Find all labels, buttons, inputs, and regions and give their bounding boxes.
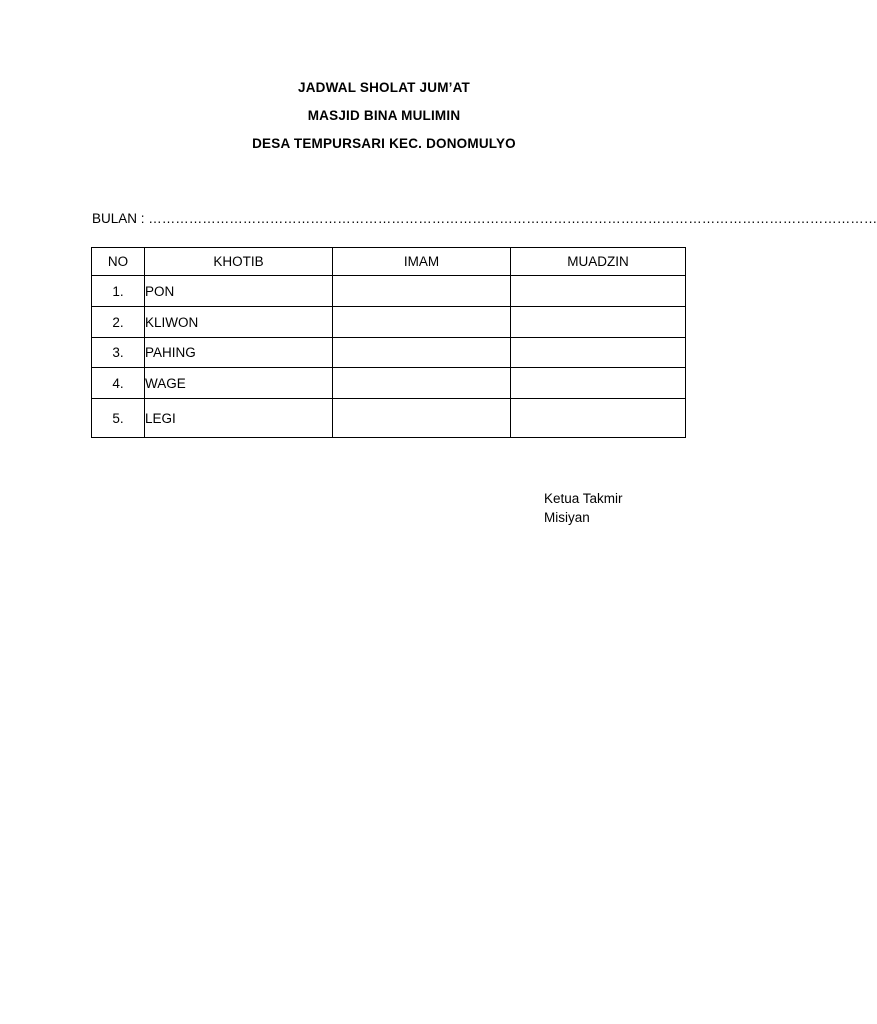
muadzin-cell [511,338,686,368]
column-header-muadzin: MUADZIN [511,248,686,276]
imam-cell [333,276,511,307]
imam-cell [333,338,511,368]
muadzin-cell [511,276,686,307]
row-number: 3. [92,338,145,368]
signature-title: Ketua Takmir [544,491,623,506]
khotib-cell: WAGE [145,368,333,399]
column-header-imam: IMAM [333,248,511,276]
muadzin-cell [511,368,686,399]
row-number: 4. [92,368,145,399]
khotib-cell: LEGI [145,399,333,438]
table-row [92,399,686,438]
column-header-no: NO [92,248,145,276]
muadzin-cell [511,307,686,338]
table-row [92,368,686,399]
imam-cell [333,307,511,338]
signature-name: Misiyan [544,510,590,525]
table-header-row [92,248,686,276]
row-number: 2. [92,307,145,338]
table-row [92,276,686,307]
table-row [92,338,686,368]
imam-cell [333,399,511,438]
row-number: 5. [92,399,145,438]
mosque-name: MASJID BINA MULIMIN [307,108,461,123]
column-header-khotib: KHOTIB [145,248,333,276]
month-field: BULAN : ……………………………………………………………………………………………………………………………………………… [92,211,877,226]
khotib-cell: KLIWON [145,307,333,338]
friday-prayer-schedule-table [91,247,686,438]
khotib-cell: PON [145,276,333,307]
khotib-cell: PAHING [145,338,333,368]
village-district: DESA TEMPURSARI KEC. DONOMULYO [252,136,516,151]
row-number: 1. [92,276,145,307]
imam-cell [333,368,511,399]
table-row [92,307,686,338]
page-title: JADWAL SHOLAT JUM’AT [298,80,470,95]
muadzin-cell [511,399,686,438]
